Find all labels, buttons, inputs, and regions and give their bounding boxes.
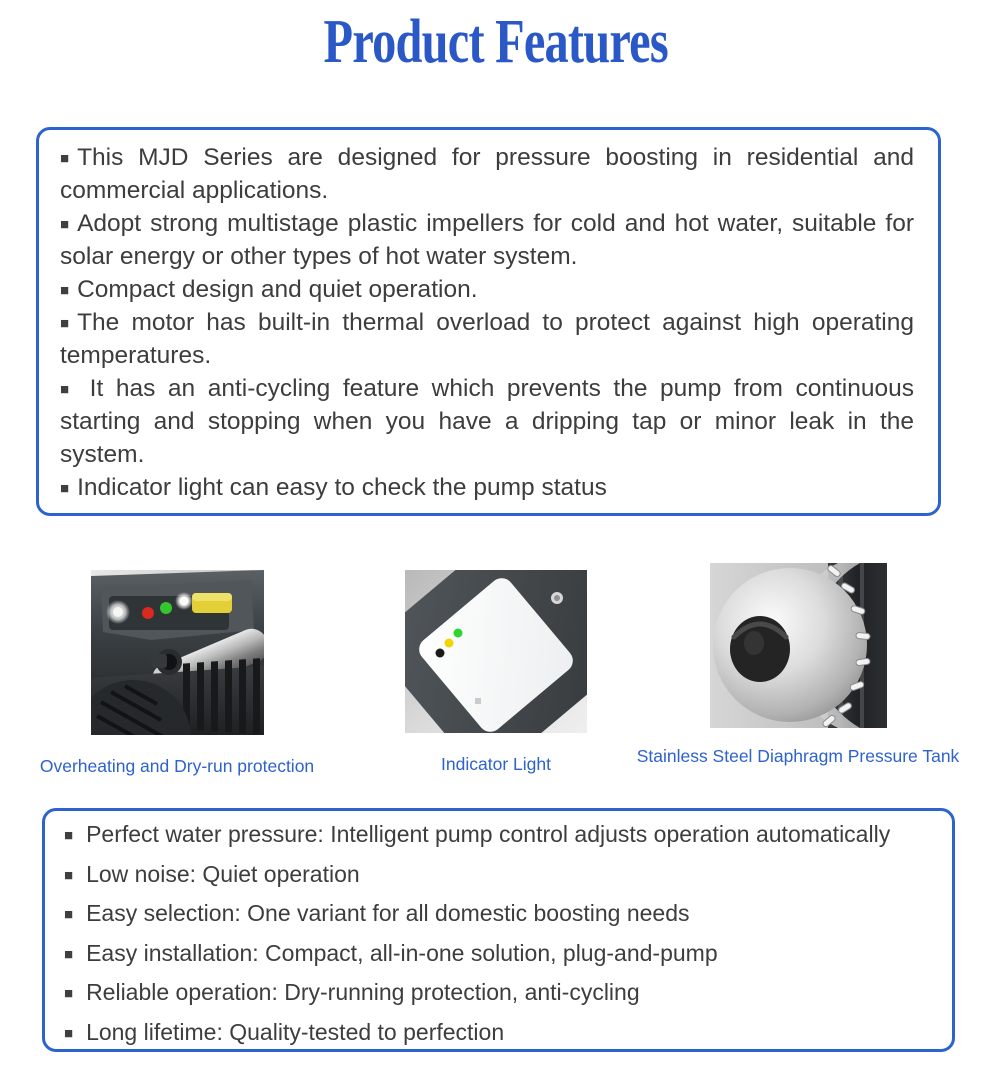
feature-item-text: Compact design and quiet operation. xyxy=(77,276,478,303)
square-bullet-icon: ■ xyxy=(64,906,74,923)
overheating-dry-run-protection-photo xyxy=(91,570,264,735)
square-bullet-icon: ■ xyxy=(64,1024,74,1042)
feature-item-text: It has an anti-cycling feature which prevents the pump from continuous starting and stopping when you have a dripping tap or minor leak in the system. xyxy=(60,375,914,468)
benefit-item-text: Perfect water pressure: Intelligent pump control adjusts operation automatically xyxy=(86,821,891,847)
benefit-item-text: Long lifetime: Quality-tested to perfection xyxy=(86,1018,505,1045)
square-bullet-icon: ■ xyxy=(64,945,74,963)
green-led xyxy=(160,602,172,614)
feature-item xyxy=(60,273,914,306)
stainless-steel-pressure-tank-photo xyxy=(710,563,887,728)
motor-cutaway-image xyxy=(91,570,264,735)
benefit-item-text: Reliable operation: Dry-running protection, anti-cycling xyxy=(86,979,640,1005)
figure-pressure-tank xyxy=(628,563,968,766)
square-bullet-icon: ■ xyxy=(60,150,70,167)
black-indicator-dot xyxy=(436,649,445,658)
square-bullet-icon: ■ xyxy=(60,216,70,233)
figure-indicator-light xyxy=(371,570,621,774)
square-bullet-icon: ■ xyxy=(64,866,74,884)
benefit-item xyxy=(64,1013,932,1053)
red-led xyxy=(142,607,154,619)
feature-item xyxy=(60,141,914,207)
intro-feature-box xyxy=(36,127,941,516)
feature-item xyxy=(60,372,914,471)
benefit-item-text: Easy installation: Compact, all-in-one solution, plug-and-pump xyxy=(86,939,718,966)
benefit-item xyxy=(64,855,932,895)
figure-overheating-protection xyxy=(27,570,327,776)
square-bullet-icon: ■ xyxy=(64,827,74,844)
feature-item-text: This MJD Series are designed for pressure boosting in residential and commercial applications. xyxy=(60,144,914,204)
pressure-tank-image xyxy=(710,563,887,728)
page-title-text: Product Features xyxy=(323,8,669,76)
page-title xyxy=(0,8,992,76)
square-bullet-icon: ■ xyxy=(60,381,70,398)
yellow-indicator-dot xyxy=(445,639,454,648)
figure-caption: Overheating and Dry-run protection xyxy=(39,756,315,776)
benefit-item-text: Low noise: Quiet operation xyxy=(86,860,360,887)
indicator-light-photo xyxy=(405,570,587,733)
feature-item xyxy=(60,471,914,504)
square-bullet-icon: ■ xyxy=(60,282,70,299)
benefit-item xyxy=(64,973,932,1013)
figure-caption: Indicator Light xyxy=(441,754,551,774)
benefits-box xyxy=(42,808,955,1052)
feature-item-text: Indicator light can easy to check the pump status xyxy=(77,474,607,501)
benefit-item xyxy=(64,815,932,855)
feature-item-text: Adopt strong multistage plastic impellers for cold and hot water, suitable for solar energy or other types of hot water system. xyxy=(60,210,914,270)
feature-item-text: The motor has built-in thermal overload to protect against high operating temperatures. xyxy=(60,309,914,369)
benefit-item xyxy=(64,934,932,974)
green-indicator-dot xyxy=(454,629,463,638)
feature-item xyxy=(60,306,914,372)
feature-item xyxy=(60,207,914,273)
indicator-panel-image xyxy=(405,570,587,733)
figure-caption: Stainless Steel Diaphragm Pressure Tank xyxy=(636,746,960,766)
benefit-item-text: Easy selection: One variant for all domestic boosting needs xyxy=(86,900,690,926)
square-bullet-icon: ■ xyxy=(60,480,70,497)
benefit-item xyxy=(64,894,932,934)
square-bullet-icon: ■ xyxy=(64,985,74,1002)
square-bullet-icon: ■ xyxy=(60,315,70,332)
